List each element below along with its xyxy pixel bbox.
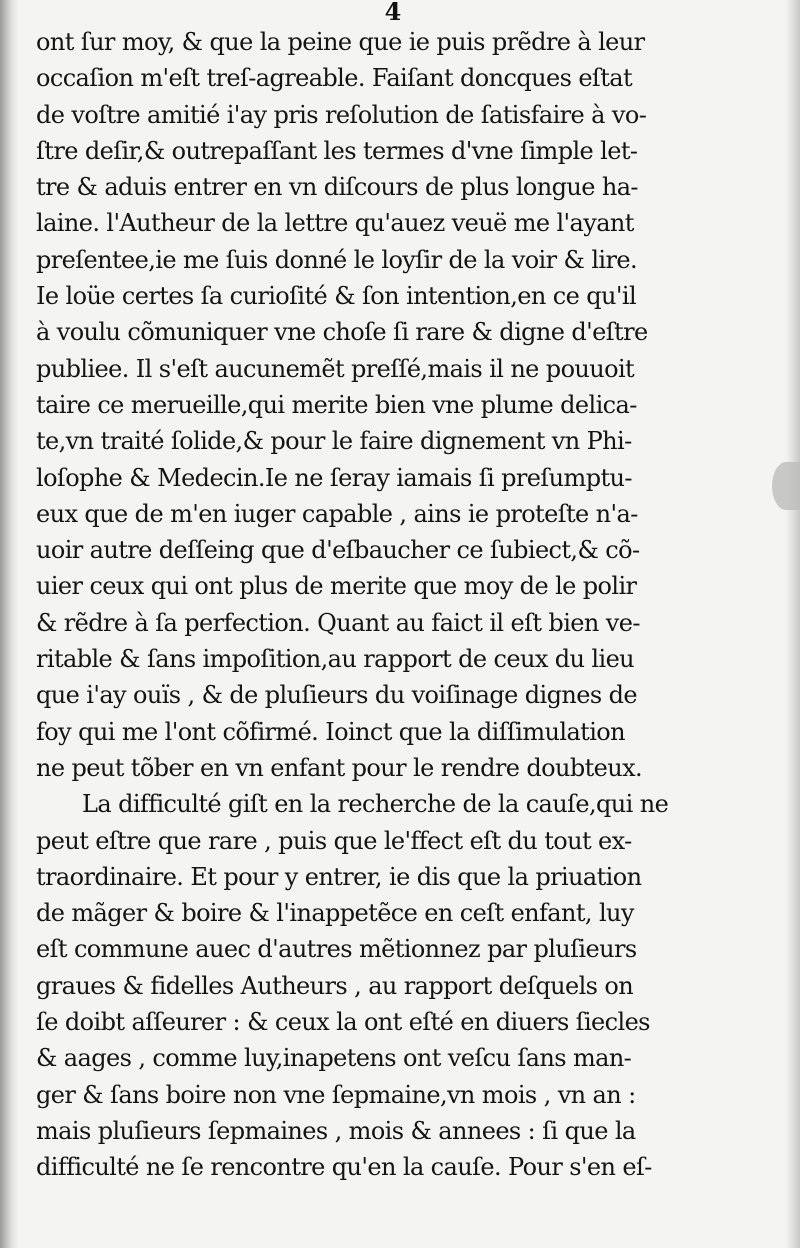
text-line: mais pluſieurs ſepmaines , mois & annees : ſi que la (36, 1116, 636, 1145)
text-line: ritable & ſans impoſition,au rapport de ceux du lieu (36, 645, 635, 674)
text-line: loſophe & Medecin.Ie ne ſeray iamais ſi preſumptu- (36, 463, 632, 492)
text-line: peut eſtre que rare , puis que le'ffect eſt du tout ex- (36, 826, 632, 855)
edge-shadow (786, 0, 800, 1248)
text-line: publiee. Il s'eſt aucunemẽt preſſé,mais il ne pouuoit (36, 354, 635, 383)
text-line: laine. l'Autheur de la lettre qu'auez veuë me l'ayant (36, 209, 634, 238)
paper-blot (772, 462, 800, 510)
body-text (36, 24, 756, 1186)
text-line: & aages , comme luy,inapetens ont veſcu ſans man- (36, 1044, 632, 1073)
text-line: La difficulté giſt en la recherche de la cauſe,qui ne (82, 790, 669, 819)
text-line: uier ceux qui ont plus de merite que moy de le polir (36, 572, 637, 601)
text-line: eux que de m'en iuger capable , ains ie proteſte n'a- (36, 499, 638, 528)
text-line: foy qui me l'ont cõfirmé. Ioinct que la diſſimulation (36, 717, 625, 746)
text-line: taire ce merueille,qui merite bien vne plume delica- (36, 390, 637, 419)
text-line: que i'ay ouïs , & de pluſieurs du voiſinage dignes de (36, 681, 637, 710)
text-line: ſe doibt aſſeurer : & ceux la ont eſté en diuers ſiecles (36, 1008, 650, 1037)
text-line: te,vn traité ſolide,& pour le faire dignement vn Phi- (36, 427, 632, 456)
text-line: difficulté ne ſe rencontre qu'en la cauſe. Pour s'en eſ- (36, 1153, 652, 1182)
text-line: traordinaire. Et pour y entrer, ie dis que la priuation (36, 862, 642, 891)
text-line: de mãger & boire & l'inappetẽce en ceſt enfant, luy (36, 899, 634, 928)
text-line: tre & aduis entrer en vn diſcours de plus longue ha- (36, 173, 638, 202)
text-line: ſtre deſir,& outrepaſſant les termes d'vne ſimple let- (36, 136, 638, 165)
text-line: occaſion m'eſt treſ-agreable. Faiſant doncques eſtat (36, 64, 633, 93)
text-line: graues & fidelles Autheurs , au rapport deſquels on (36, 971, 634, 1000)
page-number: 4 (384, 0, 402, 26)
text-line: ont ſur moy, & que la peine que ie puis prẽdre à leur (36, 28, 645, 56)
text-line: eſt commune auec d'autres mẽtionnez par pluſieurs (36, 935, 637, 964)
text-line: Ie loüe certes ſa curioſité & ſon intention,en ce qu'il (36, 282, 637, 311)
text-line: & rẽdre à ſa perfection. Quant au faict il eſt bien ve- (36, 608, 640, 637)
text-line: preſentee,ie me ſuis donné le loyſir de la voir & lire. (36, 245, 637, 274)
text-line: de voſtre amitié i'ay pris reſolution de ſatisfaire à vo- (36, 100, 647, 129)
text-line: ger & ſans boire non vne ſepmaine,vn mois , vn an : (36, 1080, 636, 1109)
text-line: uoir autre deſſeing que d'eſbaucher ce ſubiect,& cõ- (36, 536, 640, 565)
text-line: ne peut tõber en vn enfant pour le rendre doubteux. (36, 753, 643, 782)
text-line: à voulu cõmuniquer vne choſe ſi rare & digne d'eſtre (36, 318, 648, 347)
binding-shadow (0, 0, 18, 1248)
